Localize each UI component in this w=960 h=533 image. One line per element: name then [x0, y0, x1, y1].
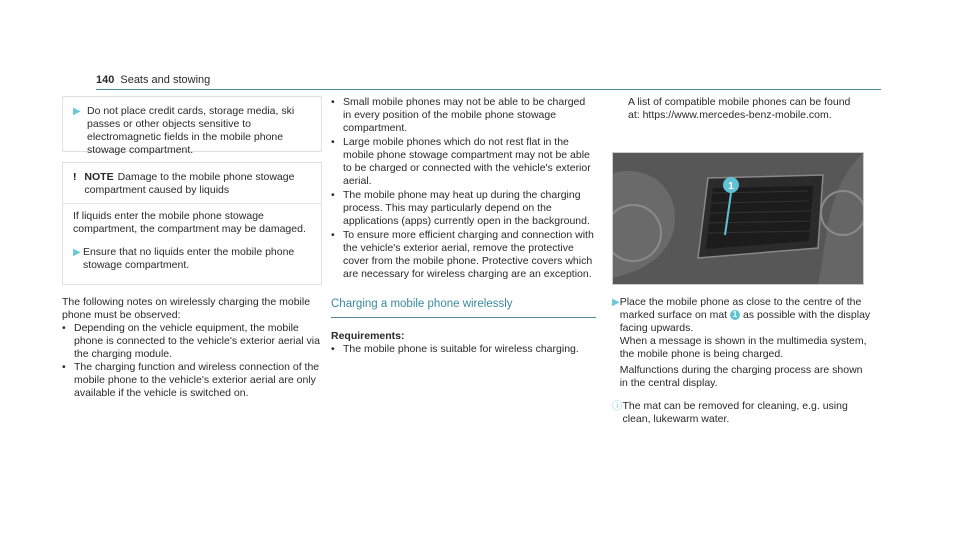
note-step-text: Ensure that no liquids enter the mobile phone stowage compartment. [82, 246, 295, 271]
column-1 [62, 96, 322, 400]
note-label: NOTE [84, 171, 114, 183]
note-title: Damage to the mobile phone stowage compartment caused by liquids [84, 171, 295, 196]
step-text-a: Place the mobile phone as close to the centre of the marked surface on mat [619, 296, 862, 321]
tip-text: Do not place credit cards, storage media, ski passes or other objects sensitive to electromagnetic fields in the mobile phone stowage compartment. [87, 105, 295, 156]
info-note [612, 400, 872, 426]
bullet-list [62, 322, 322, 400]
intro-paragraph: The following notes on wirelessly charging the mobile phone must be observed: [62, 296, 311, 321]
step-arrow-icon: ▶ [612, 297, 620, 308]
list-item: • The charging function and wireless connection of the mobile phone to the vehicle's exterior aerial are only available if the vehicle is switched on. [62, 361, 322, 400]
tip-box [62, 96, 322, 156]
requirements-list [331, 343, 596, 356]
column-3 [628, 96, 858, 122]
page-section-title: Seats and stowing [120, 74, 211, 86]
column-2 [331, 96, 596, 357]
list-item: • The mobile phone may heat up during the charging process. This may particularly depend on the applications (apps) currently open in the background. [331, 189, 596, 228]
info-text: The mat can be removed for cleaning, e.g. using clean, lukewarm water. [622, 400, 848, 425]
step-arrow-icon: ▶ [73, 247, 81, 258]
list-item: • The mobile phone is suitable for wireless charging. [331, 343, 596, 356]
header-rule [96, 89, 881, 90]
charging-mat-drawing [613, 153, 863, 284]
list-item: • To ensure more efficient charging and connection with the vehicle's exterior aerial, remove the protective cover from the mobile phone. Protective covers which are necessary for wireless charging are an exception. [331, 229, 596, 281]
instruction-step [612, 296, 872, 390]
compatibility-paragraph: A list of compatible mobile phones can be found at: https://www.mercedes-benz-mobile.com. [628, 96, 851, 121]
charging-mat-illustration [612, 152, 864, 285]
note-header [63, 163, 321, 204]
page-header [96, 74, 881, 90]
step-text-d: Malfunctions during the charging process are shown in the central display. [619, 364, 863, 389]
note-body: If liquids enter the mobile phone stowage compartment, the compartment may be damaged. [73, 210, 306, 235]
svg-text:1: 1 [728, 181, 734, 192]
bullet-list [331, 96, 596, 281]
step-arrow-icon: ▶ [73, 106, 81, 117]
list-item: • Depending on the vehicle equipment, the mobile phone is connected to the vehicle's exterior aerial via the charging module. [62, 322, 322, 361]
page-number: 140 [96, 74, 115, 86]
note-box [62, 162, 322, 285]
list-item: • Large mobile phones which do not rest flat in the mobile phone stowage compartment may not be able to be charged or connected with the vehicle's exterior aerial. [331, 136, 596, 188]
requirements-heading: Requirements: [331, 330, 405, 342]
step-text-c: When a message is shown in the multimedia system, the mobile phone is being charged. [619, 335, 867, 360]
callout-marker: 1 [730, 310, 740, 320]
list-item: • Small mobile phones may not be able to be charged in every position of the mobile phone stowage compartment. [331, 96, 596, 135]
info-icon: ⓘ [612, 400, 623, 412]
warning-icon: ! [73, 171, 77, 183]
step-text-b: as possible with the display facing upwards. [619, 309, 871, 334]
note-step [63, 240, 321, 276]
section-heading: Charging a mobile phone wirelessly [331, 298, 596, 318]
